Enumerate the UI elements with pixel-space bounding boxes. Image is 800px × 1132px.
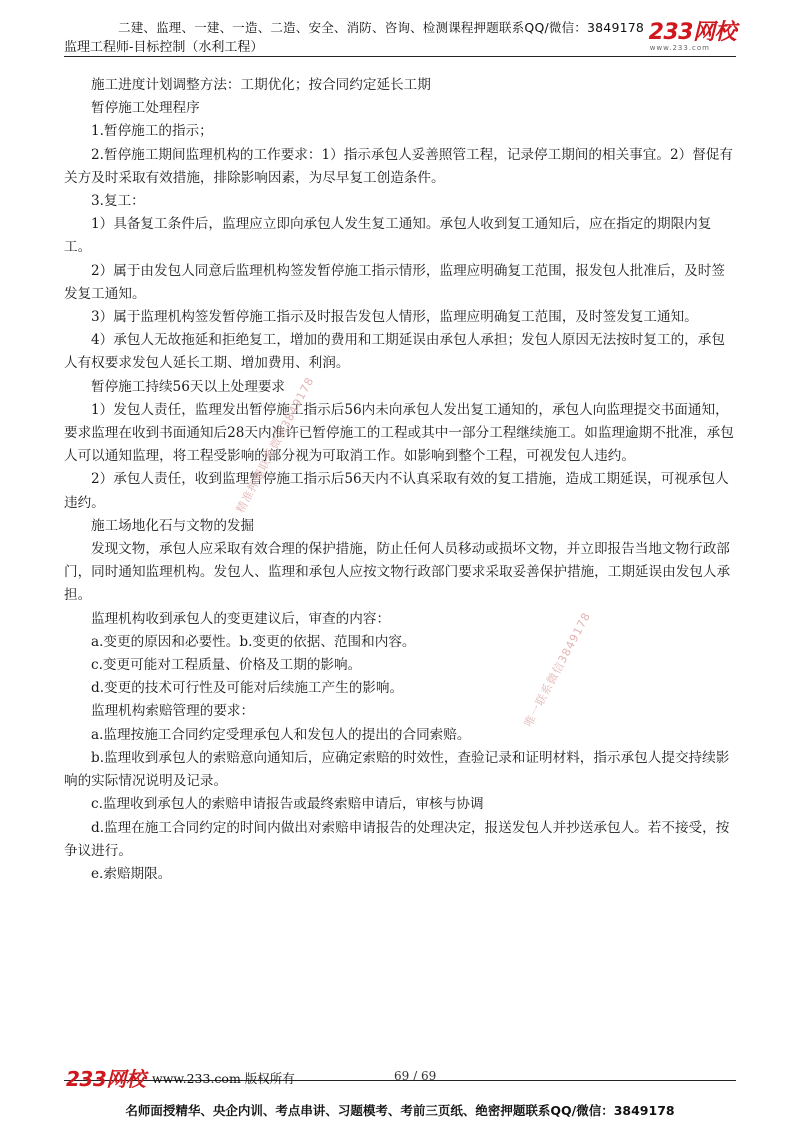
body-paragraph: 1）发包人责任，监理发出暂停施工指示后56内未向承包人发出复工通知的，承包人向监理提交书面通知，要求监理在收到书面通知后28天内准许已暂停施工的工程或其中一部分工程继续施工。如监理逾期不批准，承包人可以通知监理，将工程受影响的部分视为可取消工作。如影响到整个工程，可视发包人违约。: [64, 401, 734, 465]
body-paragraph: 2）属于由发包人同意后监理机构签发暂停施工指示情形，监理应明确复工范围，报发包人批准后，及时签发复工通知。: [64, 262, 725, 302]
brand-logo: 233网校: [648, 20, 736, 45]
watermark: 精准押题联系微信3849178: [233, 374, 317, 516]
body-paragraph: a.监理按施工合同约定受理承包人和发包人的提出的合同索赔。: [91, 726, 471, 743]
footer-promo-line: 名师面授精华、央企内训、考点串讲、习题模考、考前三页纸、绝密押题联系QQ/微信：3849178: [125, 1103, 675, 1118]
watermark: 唯一联系微信3849178: [521, 609, 594, 730]
brand-logo-url: www.233.com: [649, 44, 710, 52]
body-paragraph: c.变更可能对工程质量、价格及工期的影响。: [91, 657, 362, 674]
body-paragraph: b.监理收到承包人的索赔意向通知后，应确定索赔的时效性，查验记录和证明材料，指示承包人提交持续影响的实际情况说明及记录。: [64, 749, 730, 790]
body-paragraph: 施工进度计划调整方法：工期优化；按合同约定延长工期: [91, 77, 431, 93]
body-paragraph: 暂停施工持续56天以上处理要求: [91, 378, 286, 395]
body-paragraph: d.监理在施工合同约定的时间内做出对索赔申请报告的处理决定，报送发包人并抄送承包人。若不接受，按争议进行。: [64, 819, 730, 859]
header-divider: [64, 56, 736, 57]
body-paragraph: c.监理收到承包人的索赔申请报告或最终索赔申请后，审核与协调: [91, 796, 484, 813]
header-promo-line: 二建、监理、一建、一造、二造、安全、消防、咨询、检测课程押题联系QQ/微信：3849178: [118, 20, 645, 35]
body-paragraph: 1.暂停施工的指示；: [91, 123, 213, 140]
body-paragraph: 3.复工：: [91, 193, 145, 210]
body-paragraph: d.变更的技术可行性及可能对后续施工产生的影响。: [91, 680, 404, 697]
body-paragraph: a.变更的原因和必要性。b.变更的依据、范围和内容。: [91, 633, 416, 650]
body-paragraph: e.索赔期限。: [91, 865, 172, 882]
body-paragraph: 监理机构收到承包人的变更建议后，审查的内容：: [91, 610, 391, 627]
body-paragraph: 监理机构索赔管理的要求：: [91, 703, 255, 720]
body-paragraph: 施工场地化石与文物的发掘: [91, 517, 255, 534]
body-paragraph: 2.暂停施工期间监理机构的工作要求：1）指示承包人妥善照管工程，记录停工期间的相关事宜。2）督促有关方及时采取有效措施，排除影响因素，为尽早复工创造条件。: [64, 146, 733, 186]
body-paragraph: 暂停施工处理程序: [91, 100, 200, 117]
body-paragraph: 4）承包人无故拖延和拒绝复工，增加的费用和工期延误由承包人承担；发包人原因无法按时复工的，承包人有权要求发包人延长工期、增加费用、利润。: [64, 332, 725, 372]
footer-brand-logo: 233网校: [66, 1067, 146, 1091]
page-number: 69 / 69: [394, 1069, 437, 1083]
body-paragraph: 2）承包人责任，收到监理暂停施工指示后56天内不认真采取有效的复工措施，造成工期延误，可视承包人违约。: [64, 471, 729, 511]
footer-copyright: www.233.com 版权所有: [152, 1071, 295, 1086]
body-paragraph: 3）属于监理机构签发暂停施工指示及时报告发包人情形，监理应明确复工范围，及时签发复工通知。: [91, 309, 698, 326]
body-paragraph: 发现文物，承包人应采取有效合理的保护措施，防止任何人员移动或损坏文物，并立即报告当地文物行政部门，同时通知监理机构。发包人、监理和承包人应按文物行政部门要求采取妥善保护措施，工期延误由发包人承担。: [64, 541, 731, 604]
document-subtitle: 监理工程师-目标控制（水利工程）: [64, 40, 264, 55]
body-paragraph: 1）具备复工条件后，监理应立即向承包人发生复工通知。承包人收到复工通知后，应在指定的期限内复工。: [64, 216, 712, 256]
document-body: [64, 74, 736, 886]
